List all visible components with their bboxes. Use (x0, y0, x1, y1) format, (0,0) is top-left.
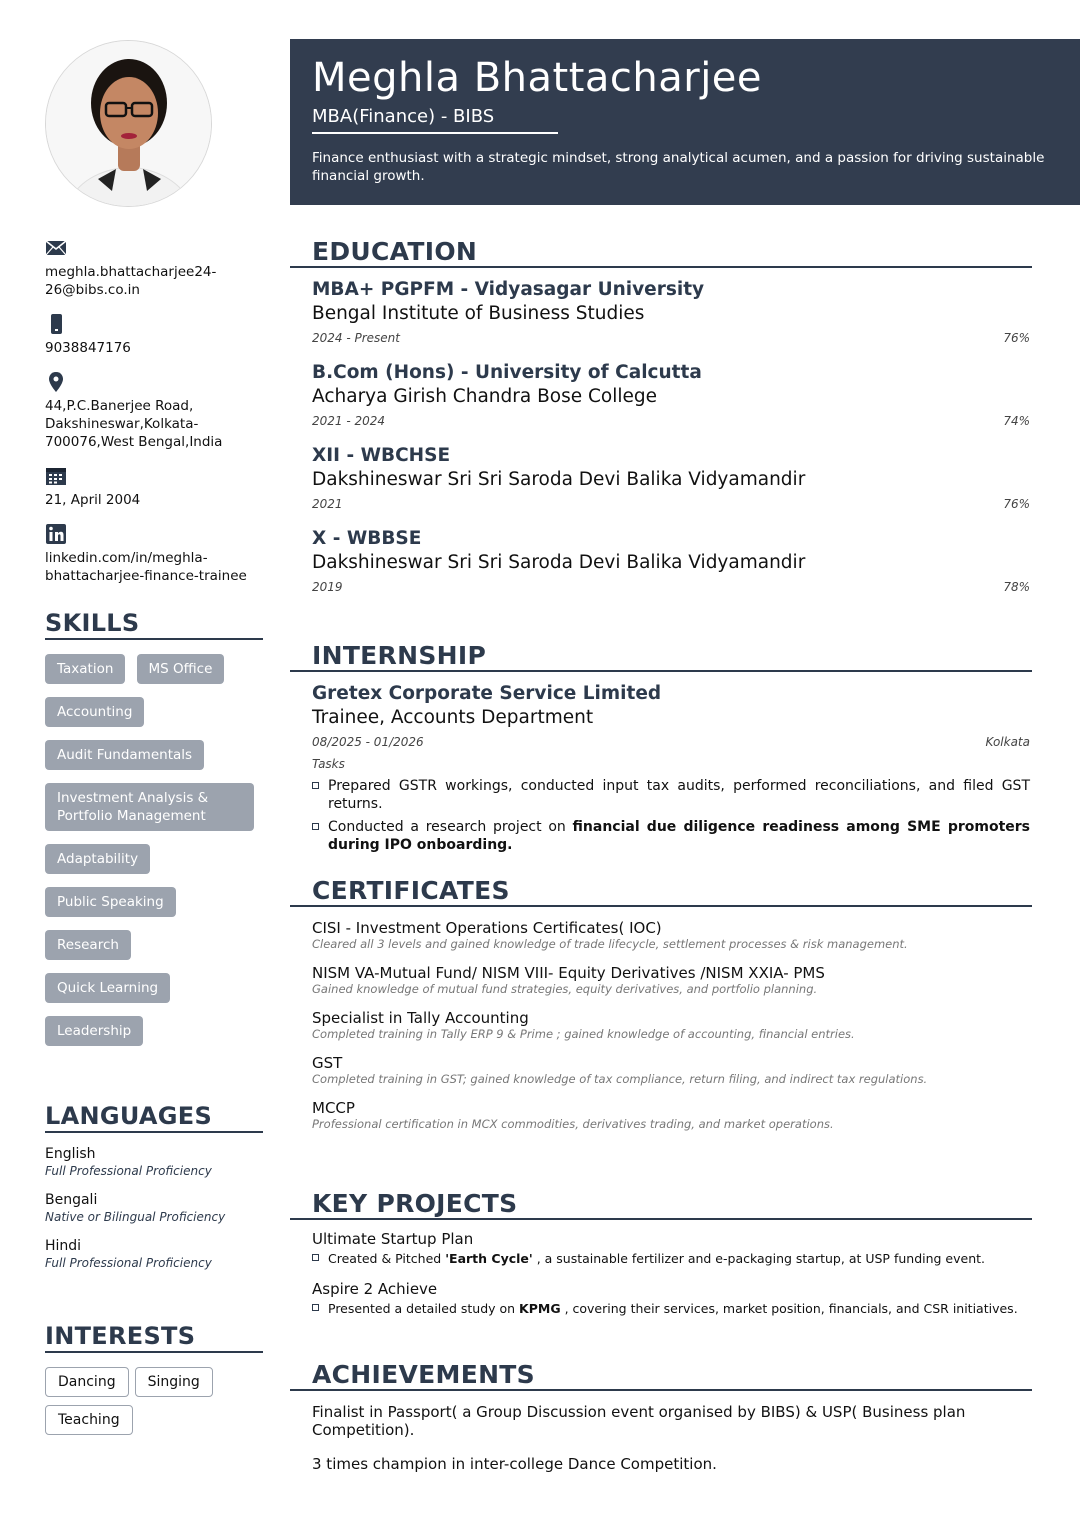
language-name: English (45, 1146, 96, 1162)
project-item (312, 1280, 1030, 1318)
skill-tag: MS Office (137, 654, 225, 684)
education-score: 76% (1003, 497, 1030, 511)
language-level: Full Professional Proficiency (45, 1164, 212, 1178)
achievement-item: 3 times champion in inter-college Dance Competition. (312, 1455, 717, 1473)
task-item: Prepared GSTR workings, conducted input tax audits, performed reconciliations, and filed GST returns. (312, 777, 1030, 813)
profile-photo (45, 40, 212, 207)
education-period: 2019 (312, 580, 343, 594)
interests-section (45, 1322, 263, 1443)
project-title: Aspire 2 Achieve (312, 1280, 438, 1298)
language-name: Bengali (45, 1192, 98, 1208)
education-item (312, 444, 1030, 512)
contact-dob (45, 465, 263, 509)
internship-role: Trainee, Accounts Department (312, 707, 594, 728)
education-item (312, 361, 1030, 429)
contact-email (45, 237, 263, 299)
profile-summary: Finance enthusiast with a strategic mindset, strong analytical acumen, and a passion for driving sustainable financial growth. (312, 150, 1045, 184)
skill-tag: Adaptability (45, 844, 150, 874)
language-level: Full Professional Proficiency (45, 1256, 212, 1270)
project-title: Ultimate Startup Plan (312, 1230, 474, 1248)
interest-tag: Dancing (45, 1367, 129, 1397)
contact-list (45, 237, 263, 599)
portrait-image (46, 41, 212, 207)
header-banner (290, 39, 1080, 205)
education-degree: XII - WBCHSE (312, 445, 451, 466)
education-institution: Dakshineswar Sri Sri Saroda Devi Balika Vidyamandir (312, 552, 806, 573)
language-item (45, 1191, 263, 1225)
certificate-item (312, 919, 1030, 952)
contact-linkedin (45, 523, 263, 585)
education-institution: Acharya Girish Chandra Bose College (312, 386, 658, 407)
certificates-heading: CERTIFICATES (290, 877, 1032, 907)
education-degree: B.Com (Hons) - University of Calcutta (312, 362, 702, 383)
internship-period: 08/2025 - 01/2026 (312, 735, 424, 749)
certificate-item (312, 1099, 1030, 1132)
contact-phone (45, 313, 263, 357)
education-institution: Dakshineswar Sri Sri Saroda Devi Balika Vidyamandir (312, 469, 806, 490)
skill-tag: Accounting (45, 697, 144, 727)
skills-section (45, 609, 263, 1059)
phone-text: 9038847176 (45, 340, 131, 356)
achievements-section (290, 1361, 1032, 1473)
education-item (312, 527, 1030, 595)
skill-tag: Quick Learning (45, 973, 170, 1003)
projects-heading: KEY PROJECTS (290, 1190, 1032, 1220)
language-name: Hindi (45, 1238, 82, 1254)
phone-icon (45, 313, 67, 335)
interest-tag: Teaching (45, 1405, 133, 1435)
education-degree: X - WBBSE (312, 528, 422, 549)
certificate-desc: Cleared all 3 levels and gained knowledge of trade lifecycle, settlement processes & risk management. (312, 937, 908, 951)
project-item (312, 1230, 1030, 1268)
skill-tag: Investment Analysis & Portfolio Management (45, 783, 254, 831)
education-institution: Bengal Institute of Business Studies (312, 303, 645, 324)
skill-tag: Leadership (45, 1016, 143, 1046)
certificate-title: MCCP (312, 1099, 355, 1117)
contact-address (45, 371, 263, 451)
internship-company: Gretex Corporate Service Limited (312, 683, 662, 704)
education-period: 2024 - Present (312, 331, 400, 345)
certificates-section (290, 877, 1032, 1132)
education-period: 2021 - 2024 (312, 414, 386, 428)
calendar-icon (45, 465, 67, 487)
interest-tag: Singing (135, 1367, 213, 1397)
certificate-desc: Professional certification in MCX commodities, derivatives trading, and market operations. (312, 1117, 834, 1131)
certificate-desc: Completed training in Tally ERP 9 & Prime ; gained knowledge of accounting, financial entries. (312, 1027, 855, 1041)
skills-heading: SKILLS (45, 609, 263, 640)
interests-list (45, 1367, 263, 1443)
task-item: Conducted a research project on financial due diligence readiness among SME promoters during IPO onboarding. (312, 818, 1030, 854)
languages-section (45, 1102, 263, 1271)
linkedin-text[interactable]: linkedin.com/in/meghla-bhattacharjee-finance-trainee (45, 550, 247, 584)
certificate-desc: Gained knowledge of mutual fund strategies, equity derivatives, and portfolio planning. (312, 982, 818, 996)
certificate-title: NISM VA-Mutual Fund/ NISM VIII- Equity Derivatives /NISM XXIA- PMS (312, 964, 825, 982)
education-score: 74% (1003, 414, 1030, 428)
candidate-name: Meghla Bhattacharjee (312, 55, 763, 101)
project-desc: Created & Pitched 'Earth Cycle' , a sustainable fertilizer and e-packaging startup, at USP funding event. (312, 1250, 1030, 1268)
education-degree: MBA+ PGPFM - Vidyasagar University (312, 279, 705, 300)
achievements-heading: ACHIEVEMENTS (290, 1361, 1032, 1391)
certificate-title: Specialist in Tally Accounting (312, 1009, 529, 1027)
education-item (312, 278, 1030, 346)
project-desc: Presented a detailed study on KPMG , covering their services, market position, financials, and CSR initiatives. (312, 1300, 1030, 1318)
education-section (290, 238, 1032, 595)
skill-tag: Taxation (45, 654, 125, 684)
skill-tag: Research (45, 930, 131, 960)
achievement-item: Finalist in Passport( a Group Discussion event organised by BIBS) & USP( Business plan Competition). (312, 1403, 966, 1439)
map-pin-icon (45, 371, 67, 393)
education-score: 78% (1003, 580, 1030, 594)
internship-section (290, 642, 1032, 854)
envelope-icon (45, 237, 67, 259)
language-item (45, 1145, 263, 1179)
skill-tag: Audit Fundamentals (45, 740, 204, 770)
certificate-title: GST (312, 1054, 343, 1072)
certificate-item (312, 1054, 1030, 1087)
interests-heading: INTERESTS (45, 1322, 263, 1353)
skill-tag: Public Speaking (45, 887, 176, 917)
education-heading: EDUCATION (290, 238, 1032, 268)
address-text: 44,P.C.Banerjee Road, Dakshineswar,Kolkata-700076,West Bengal,India (45, 398, 223, 450)
projects-section (290, 1190, 1032, 1318)
language-item (45, 1237, 263, 1271)
certificate-desc: Completed training in GST; gained knowledge of tax compliance, return filing, and indirect tax regulations. (312, 1072, 928, 1086)
education-score: 76% (1003, 331, 1030, 345)
skills-list (45, 654, 263, 1059)
languages-heading: LANGUAGES (45, 1102, 263, 1133)
internship-location: Kolkata (985, 735, 1030, 749)
internship-heading: INTERNSHIP (290, 642, 1032, 672)
linkedin-icon (45, 523, 67, 545)
email-text[interactable]: meghla.bhattacharjee24-26@bibs.co.in (45, 264, 217, 298)
candidate-subtitle: MBA(Finance) - BIBS (312, 106, 558, 134)
certificate-item (312, 964, 1030, 997)
dob-text: 21, April 2004 (45, 492, 141, 508)
education-period: 2021 (312, 497, 343, 511)
certificate-item (312, 1009, 1030, 1042)
certificate-title: CISI - Investment Operations Certificates( IOC) (312, 919, 662, 937)
tasks-label: Tasks (312, 757, 345, 771)
language-level: Native or Bilingual Proficiency (45, 1210, 226, 1224)
